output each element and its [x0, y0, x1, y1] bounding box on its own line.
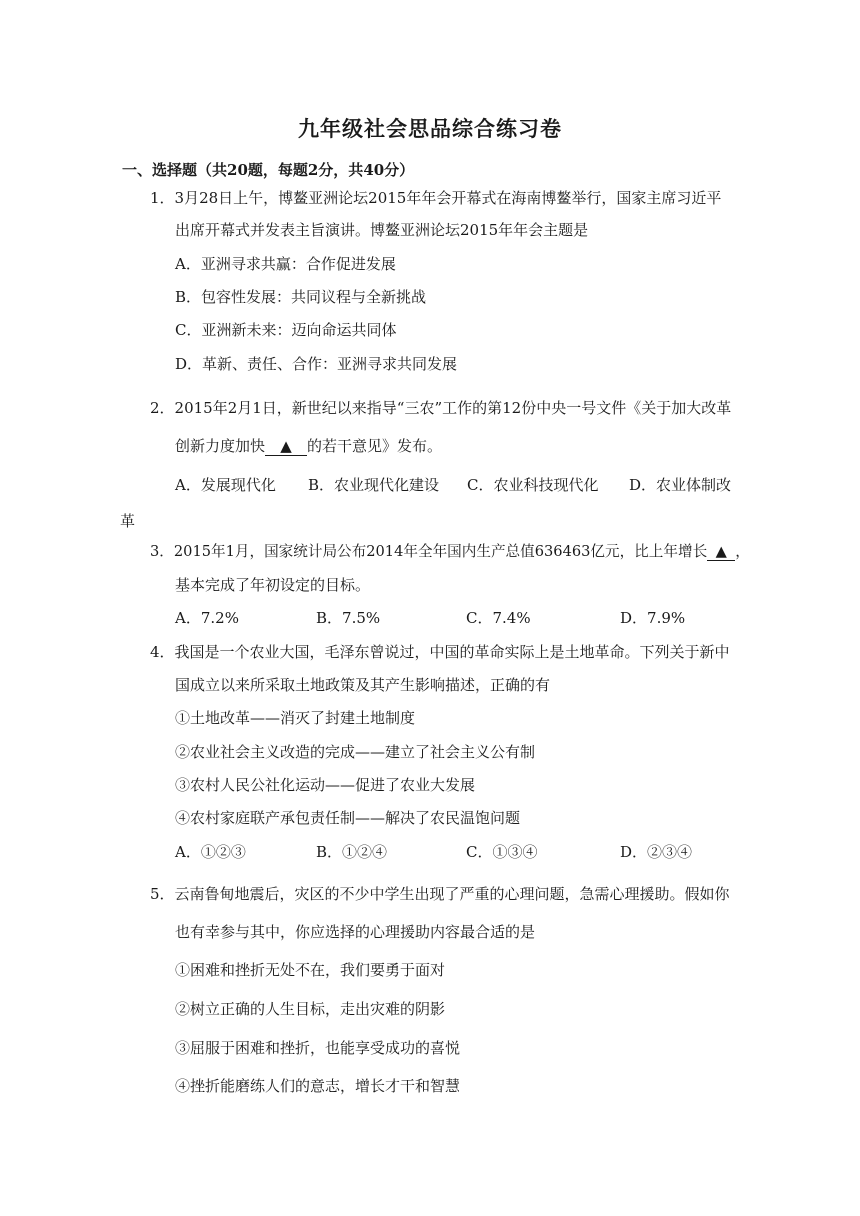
question-5-stem-line-1: 5．云南鲁甸地震后，灾区的不少中学生出现了严重的心理问题，急需心理援助。假如你 [150, 885, 730, 903]
question-4-statement-3: ③农村人民公社化运动——促进了农业大发展 [175, 776, 476, 794]
question-4-option-b: B．①②④ [316, 843, 388, 861]
question-2-option-b: B．农业现代化建设 [308, 476, 440, 494]
question-4-stem-line-2: 国成立以来所采取土地政策及其产生影响描述，正确的有 [175, 676, 551, 694]
question-1-option-c: C．亚洲新未来：迈向命运共同体 [175, 321, 397, 339]
question-3-stem-line-2: 基本完成了年初设定的目标。 [175, 576, 371, 594]
question-4-statement-2: ②农业社会主义改造的完成——建立了社会主义公有制 [175, 743, 536, 761]
question-2-stem-line-1: 2．2015年2月1日，新世纪以来指导“三农”工作的第12份中央一号文件《关于加大改革 [150, 399, 732, 417]
question-3-option-a: A．7.2% [175, 609, 239, 627]
question-3-stem-line-1 [150, 542, 750, 562]
question-4-stem-line-1: 4．我国是一个农业大国，毛泽东曾说过，中国的革命实际上是土地革命。下列关于新中 [150, 643, 730, 661]
question-5-stem-line-2: 也有幸参与其中，你应选择的心理援助内容最合适的是 [175, 923, 536, 941]
question-3-answer-blank: ▲ [707, 543, 735, 561]
question-5-statement-3: ③屈服于困难和挫折，也能享受成功的喜悦 [175, 1039, 461, 1057]
question-4-option-c: C．①③④ [466, 843, 538, 861]
page-title: 九年级社会思品综合练习卷 [298, 116, 562, 141]
question-4-statement-1: ①土地改革——消灭了封建土地制度 [175, 709, 416, 727]
question-4-statement-4: ④农村家庭联产承包责任制——解决了农民温饱问题 [175, 809, 521, 827]
question-2-stem-line-2-post: 的若干意见》发布。 [307, 437, 443, 455]
question-4-option-d: D．②③④ [620, 843, 693, 861]
question-5-statement-4: ④挫折能磨练人们的意志，增长才干和智慧 [175, 1077, 461, 1095]
question-5-statement-1: ①困难和挫折无处不在，我们要勇于面对 [175, 961, 446, 979]
question-1-option-a: A．亚洲寻求共赢：合作促进发展 [175, 255, 396, 273]
question-2-option-c: C．农业科技现代化 [467, 476, 599, 494]
question-2-option-d: D．农业体制改 [629, 476, 732, 494]
question-3-stem-line-1-pre: 3．2015年1月，国家统计局公布2014年全年国内生产总值636463亿元，比上年增长 [150, 543, 708, 560]
section-heading-multiple-choice: 一、选择题（共20题，每题2分，共40分） [122, 161, 415, 179]
question-3-option-d: D．7.9% [620, 609, 686, 627]
question-3-stem-line-1-post: ， [735, 543, 750, 560]
question-3-option-b: B．7.5% [316, 609, 381, 627]
question-3-option-c: C．7.4% [466, 609, 531, 627]
question-1-stem-line-1: 1．3月28日上午，博鳌亚洲论坛2015年年会开幕式在海南博鳌举行，国家主席习近平 [150, 189, 722, 207]
question-2-stem-line-2-pre: 创新力度加快 [175, 437, 266, 455]
question-5-statement-2: ②树立正确的人生目标，走出灾难的阴影 [175, 1000, 446, 1018]
question-1-option-d: D．革新、责任、合作：亚洲寻求共同发展 [175, 355, 458, 373]
question-2-option-d-wrap: 革 [120, 512, 136, 530]
question-1-option-b: B．包容性发展：共同议程与全新挑战 [175, 288, 427, 306]
question-2-option-a: A．发展现代化 [175, 476, 276, 494]
question-2-stem-line-2 [175, 436, 442, 456]
question-2-answer-blank: ▲ [265, 438, 307, 456]
question-1-stem-line-2: 出席开幕式并发表主旨演讲。博鳌亚洲论坛2015年年会主题是 [175, 221, 589, 239]
question-4-option-a: A．①②③ [175, 843, 246, 861]
